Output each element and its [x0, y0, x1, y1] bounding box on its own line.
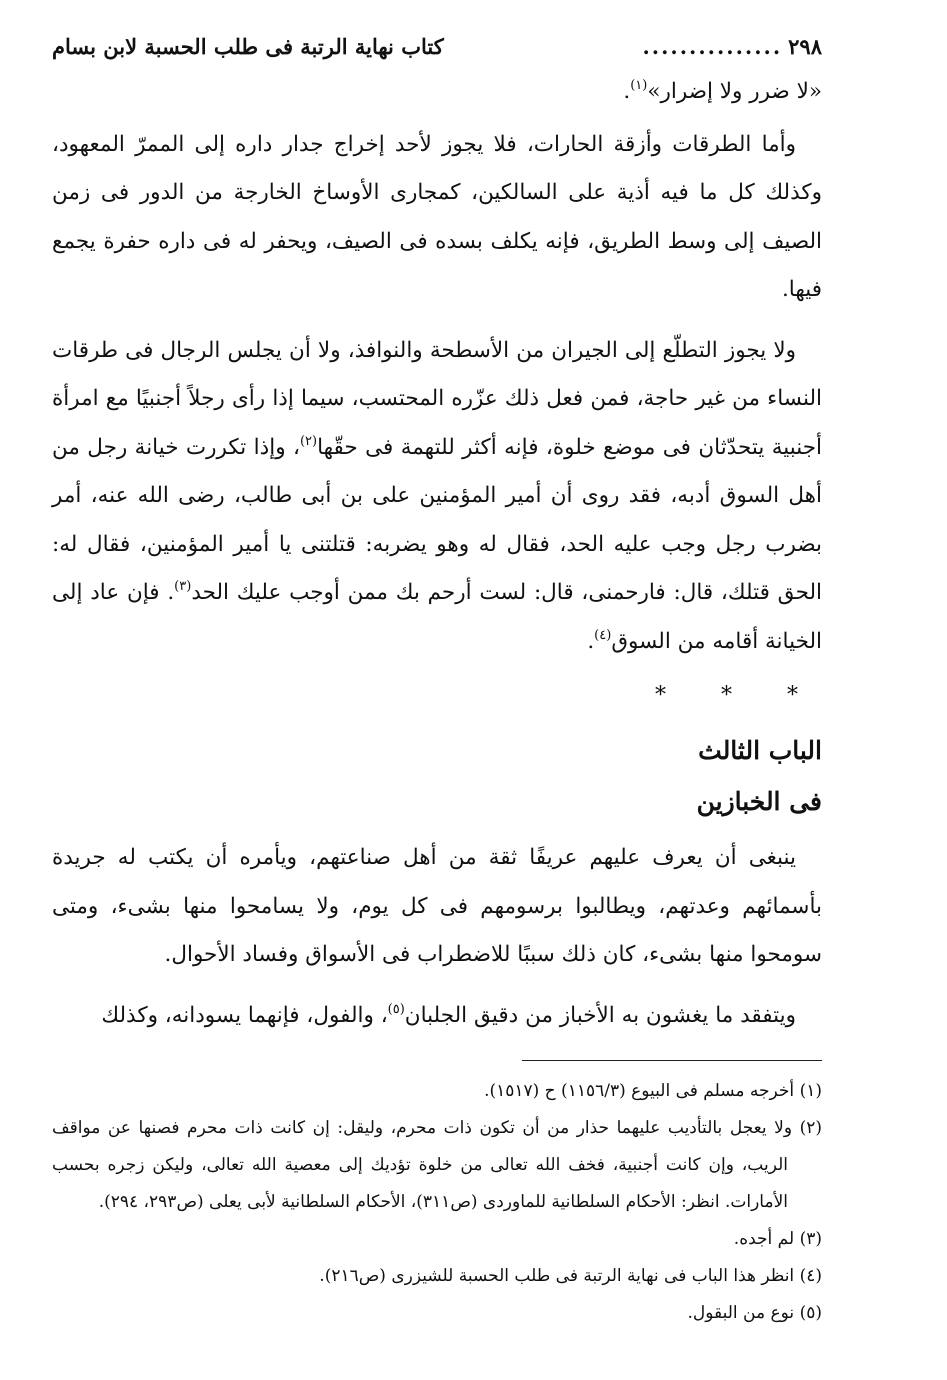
paragraph-adulteration-part-2: ، والفول، فإنهما يسودانه، وكذلك [101, 1002, 388, 1028]
footnote-5 [52, 1295, 822, 1332]
footnote-ref-1[interactable]: (١) [630, 78, 648, 93]
footnote-text: انظر هذا الباب فى نهاية الرتبة فى طلب الحسبة للشيزرى (ص٢١٦). [319, 1266, 795, 1286]
paragraph-streets: وأما الطرقات وأزقة الحارات، فلا يجوز لأحد إخراج جدار داره إلى الممرّ المعهود، وكذلك كل ما فيه أذية على السالكين، كمجارى الأوساخ الخارجة من الدور فى زمن الصيف إلى وسط الطريق، فإنه يكلف بسده فى الصيف، ويحفر له فى داره حفرة يجمع فيها. [52, 131, 822, 302]
footnote-divider [522, 1060, 822, 1061]
footnote-text: لم أجده. [733, 1229, 795, 1249]
quote-punctuation: . [623, 79, 631, 104]
paragraph-bakers-supervisor: ينبغى أن يعرف عليهم عريفًا ثقة من أهل صناعتهم، ويأمره أن يكتب له جريدة بأسمائهم وعدتهم، ويطالبوا برسومهم فى كل يوم، ولا يسامحوا منها بشىء، ومتى سومحوا منها بشىء، كان ذلك سببًا للاضطراب فى الأسواق وفساد الأحوال. [52, 845, 822, 967]
paragraph-bakers-adulteration [52, 992, 822, 1041]
footnote-1 [52, 1073, 822, 1110]
footnote-3 [52, 1221, 822, 1258]
paragraph-neighbors [52, 327, 822, 667]
page-number: ٢٩٨ [788, 34, 822, 59]
footnote-ref-4[interactable]: (٤) [594, 627, 612, 643]
paragraph-neighbors-end: . [587, 628, 595, 654]
main-text [52, 68, 822, 1040]
footnotes [52, 1073, 822, 1332]
footnote-4 [52, 1258, 822, 1295]
footnote-number: (١) [799, 1081, 822, 1101]
paragraph-neighbors-part-1: ولا يجوز التطلّع إلى الجيران من الأسطحة والنوافذ، ولا أن يجلس الرجال فى طرقات النساء من غير حاجة، فمن فعل ذلك عزّره المحتسب، سيما إذا رأى رجلاً أجنبيًا مع امرأة أجنبية يتحدّثان فى موضع خلوة، فإنه أكثر للتهمة فى حقّها [52, 337, 822, 460]
footnote-ref-5[interactable]: (٥) [387, 1001, 405, 1017]
paragraph-neighbors-part-2: ، وإذا تكررت خيانة رجل من أهل السوق أدبه، فقد روى أن أمير المؤمنين على بن أبى طالب، رضى الله عنه، أمر بضرب رجل وجب عليه الحد، فقال له وهو يضربه: قتلتنى يا أمير المؤمنين، فقال له: الحق قتلك، قال: فارحمنى، قال: لست أرحم بك ممن أوجب عليك الحد [52, 434, 822, 605]
chapter-title: الباب الثالث [698, 736, 822, 765]
section-separator: * * * [655, 683, 822, 708]
chapter-subtitle: فى الخبازين [696, 787, 822, 816]
footnote-number: (٢) [799, 1118, 823, 1138]
footnote-text: نوع من البقول. [687, 1303, 795, 1323]
paragraph-neighbors-part-3: . فإن عاد إلى الخيانة أقامه من السوق [52, 580, 822, 654]
footnote-number: (٤) [799, 1266, 822, 1286]
quote-continuation [52, 68, 822, 117]
paragraph-adulteration-part-1: ويتفقد ما يغشون به الأخباز من دقيق الجلبان [404, 1002, 796, 1028]
book-page [52, 34, 822, 1354]
header-dot-leader: ............... [642, 34, 783, 59]
footnote-number: (٣) [799, 1229, 822, 1249]
footnote-2 [52, 1110, 822, 1221]
book-title: كتاب نهاية الرتبة فى طلب الحسبة لابن بسام [52, 34, 444, 59]
footnote-text: أخرجه مسلم فى البيوع (١١٥٦/٣) ح (١٥١٧). [484, 1081, 795, 1101]
quote-text: «لا ضرر ولا إضرار» [647, 79, 822, 104]
footnote-number: (٥) [799, 1303, 822, 1323]
footnote-ref-3[interactable]: (٣) [174, 579, 192, 594]
footnote-text: ولا يعجل بالتأديب عليهما حذار من أن تكون ذات محرم، وليقل: إن كانت ذات محرم فصنها عن مواقف الريب، وإن كانت أجنبية، فخف الله تعالى من خلوة تؤديك إلى معصية الله تعالى، وليكن زجره بحسب الأمارات. انظر: الأحكام السلطانية للماوردى (ص٣١١)، الأحكام السلطانية لأبى يعلى (ص٢٩٣، ٢٩٤). [52, 1118, 793, 1212]
footnote-ref-2[interactable]: (٢) [299, 433, 318, 449]
